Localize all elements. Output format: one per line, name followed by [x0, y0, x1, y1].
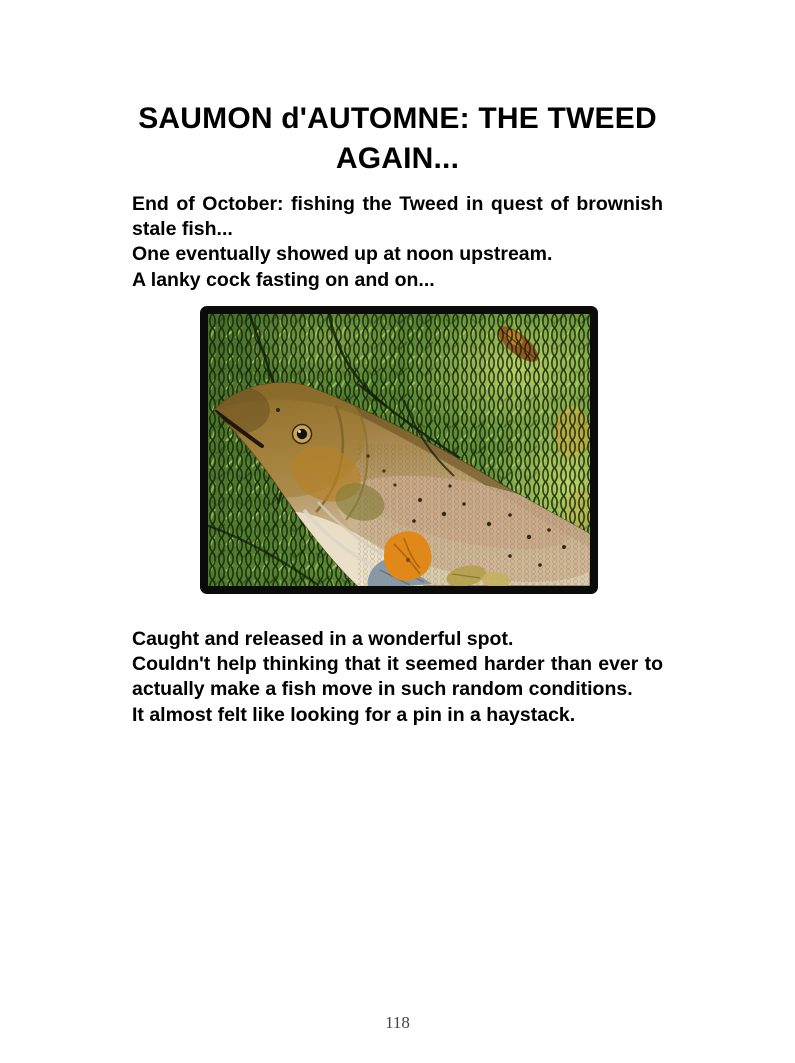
paragraph-line: A lanky cock fasting on and on...: [132, 268, 435, 291]
paragraph-line: actually make a fish move in such random conditions.: [132, 678, 633, 701]
paragraph-line: One eventually showed up at noon upstream.: [132, 243, 553, 266]
salmon-photo: [200, 306, 598, 594]
paragraph-conclusion: [132, 627, 663, 728]
page-title: [118, 99, 677, 179]
paragraph-line: End of October: fishing the Tweed in quest of brownish: [132, 193, 663, 215]
paragraph-intro: [132, 192, 663, 293]
paragraph-line: It almost felt like looking for a pin in a haystack.: [132, 703, 576, 726]
paragraph-line: Couldn't help thinking that it seemed harder than ever to: [132, 653, 663, 676]
page-title-line-2: AGAIN...: [335, 142, 460, 175]
orange-leaf: [384, 531, 432, 580]
page-title-line-1: SAUMON d'AUTOMNE: THE TWEED: [138, 102, 657, 135]
page-number: 118: [385, 1013, 410, 1032]
paragraph-line: stale fish...: [132, 218, 233, 241]
salmon-photo-illustration: [208, 314, 590, 586]
paragraph-line: Caught and released in a wonderful spot.: [132, 628, 514, 650]
fish-eye: [293, 425, 312, 444]
